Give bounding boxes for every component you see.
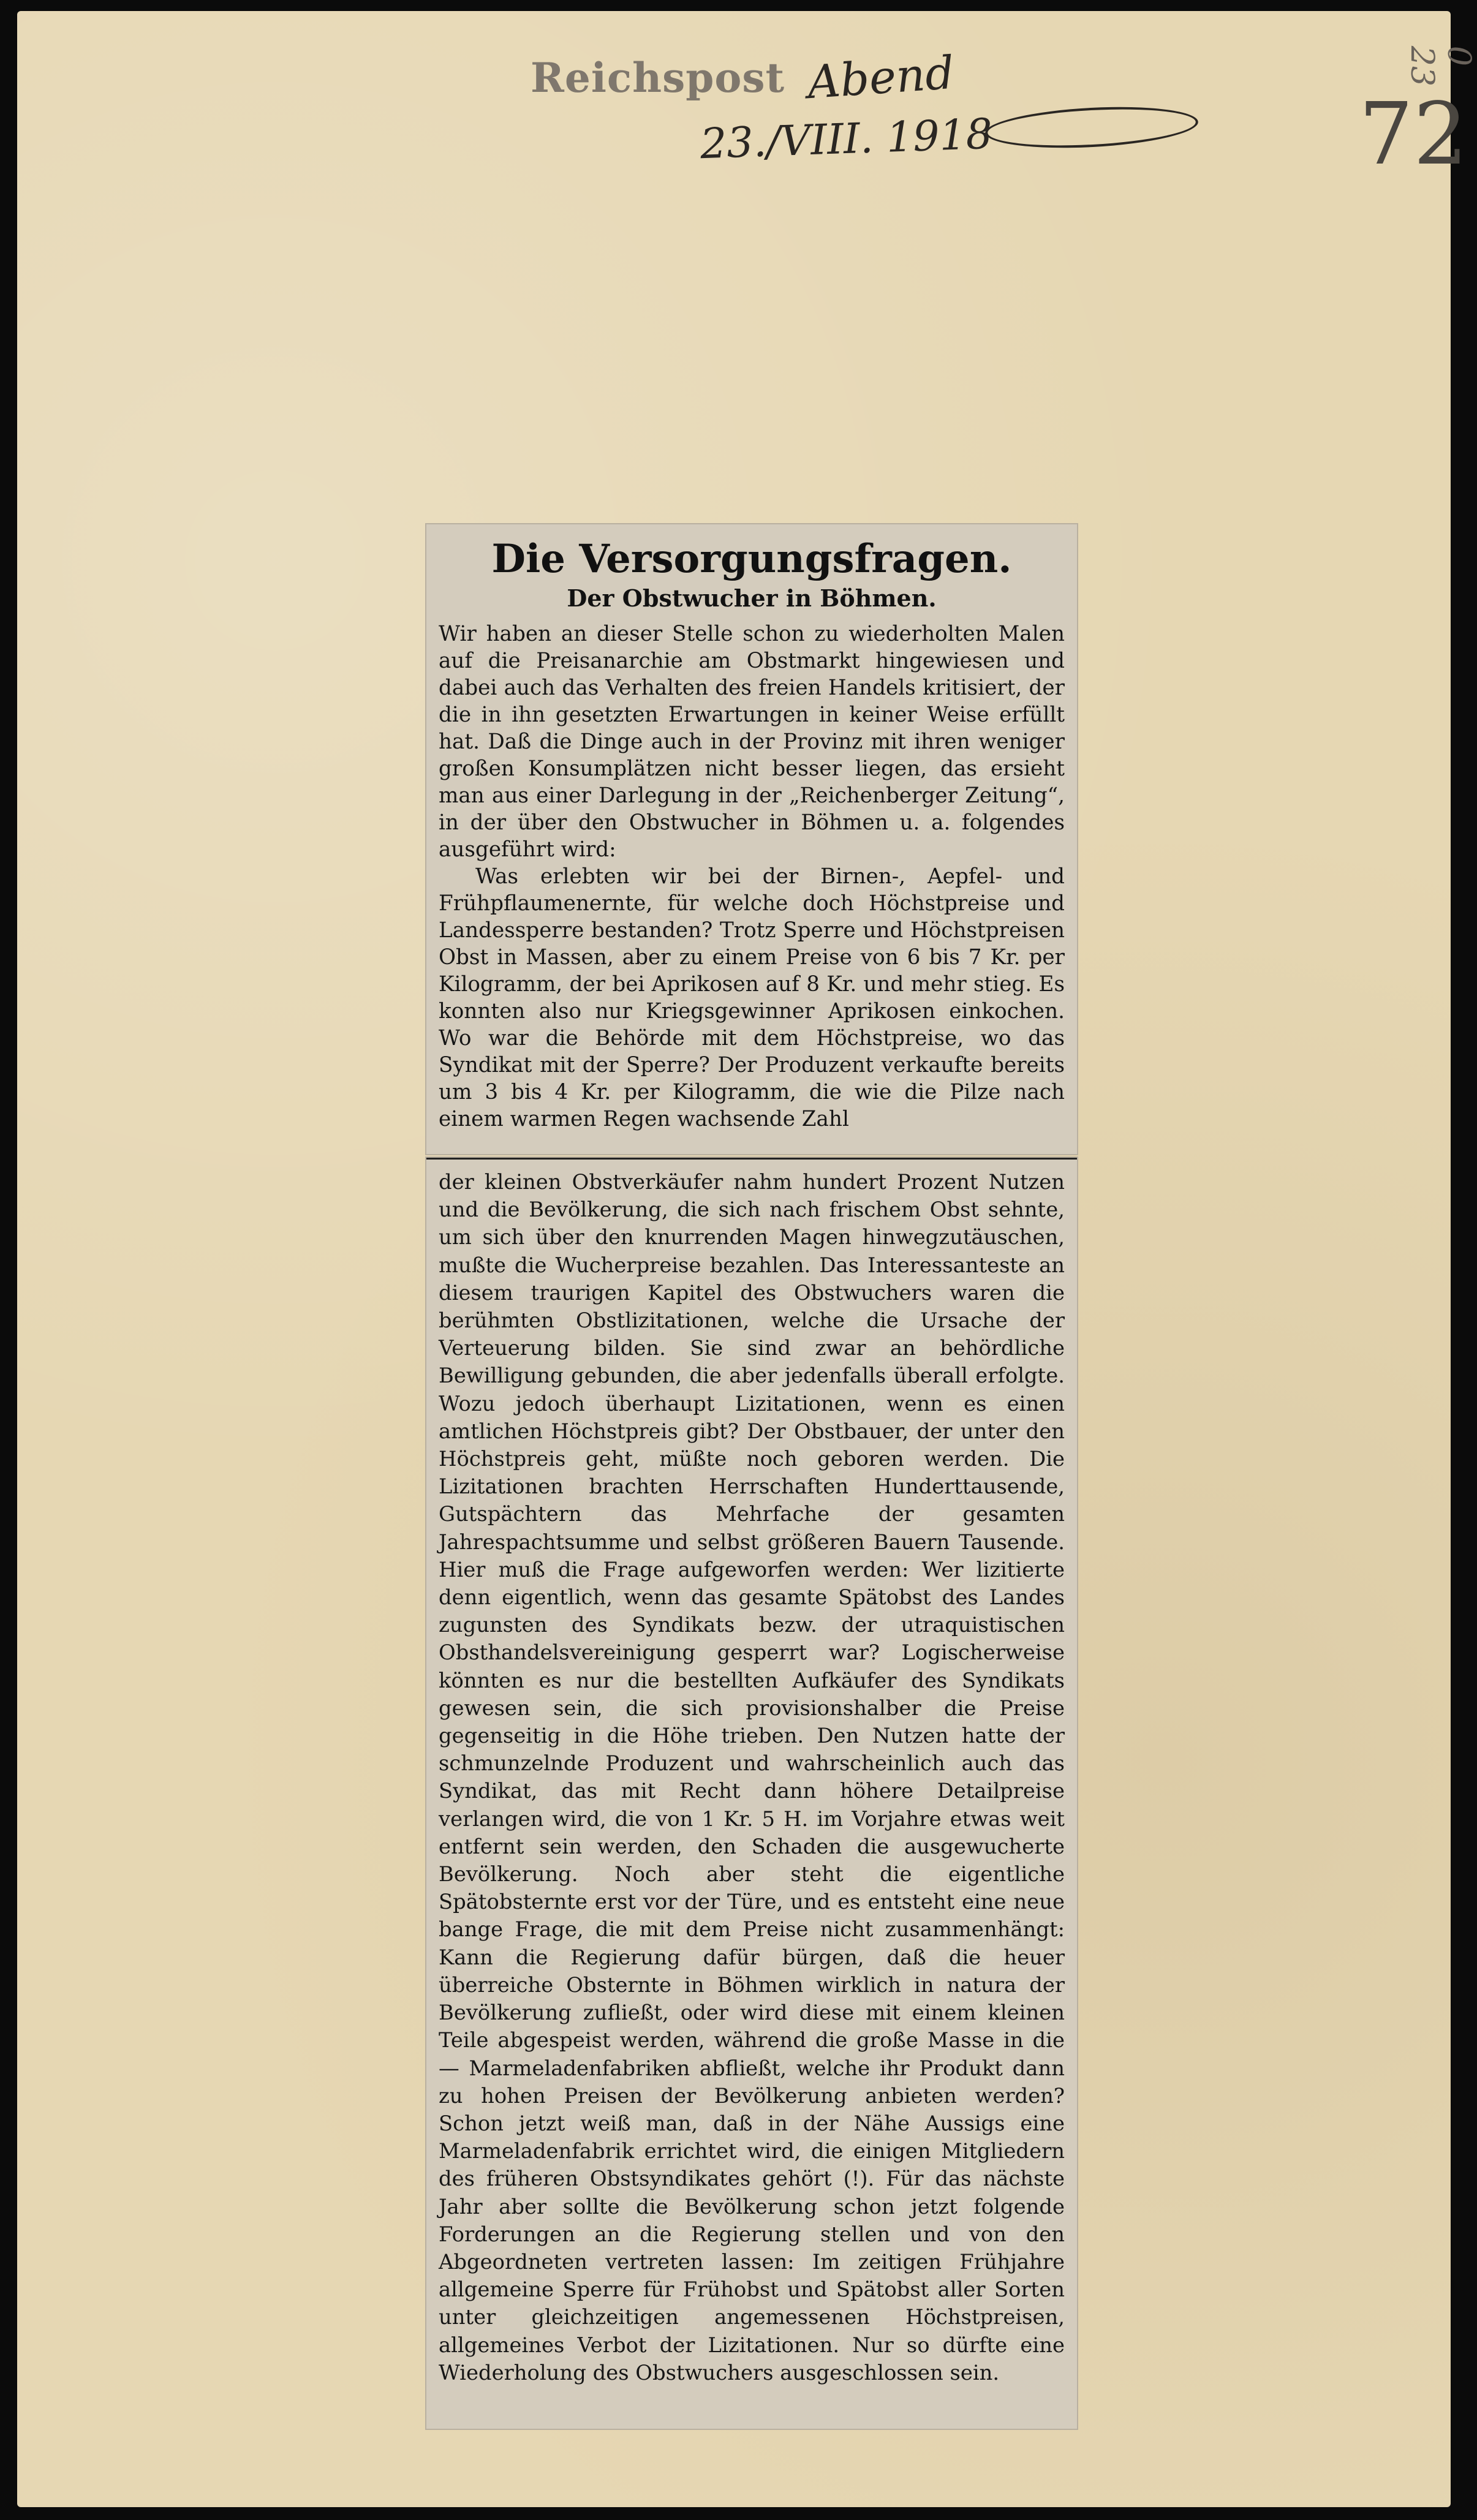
handwritten-edition: Abend [806,46,956,110]
article-intro: Wir haben an dieser Stelle schon zu wiederholten Malen auf die Preisanarchie am Obstmarkt hingewiesen und dabei auch das Verhalten des freien Handels kritisiert, der die in ihn gesetzten Erwartungen in keiner Weise erfüllt hat. Daß die Dinge auch in der Provinz mit ihren weniger großen Konsumplätzen nicht besser liegen, das ersieht man aus einer Darlegung in der „Reichenberger Zeitung“, in der über den Obstwucher in Böhmen u. a. folgendes ausgeführt wird: [439,622,1065,862]
handwritten-flourish [984,102,1199,153]
newspaper-stamp: Reichspost [531,54,785,102]
handwritten-number: 72 [1359,85,1468,184]
article-title: Die Versorgungsfragen. [491,536,1012,582]
corner-number: 0 23 [1403,45,1477,87]
article-subtitle: Der Obstwucher in Böhmen. [567,584,937,613]
handwritten-date: 23./VIII. 1918 [699,110,994,169]
article-quote-part2: der kleinen Obstverkäufer nahm hundert Prozent Nutzen und die Bevölkerung, die sich nach frischem Obst sehnte, um sich über den knurrenden Magen hinwegzutäuschen, mußte die Wucherpreise bezahlen. Das Interessanteste an diesem traurigen Kapitel des Obstwuchers waren die berühmten Obstlizitationen, welche die Ursache der Verteuerung bilden. Sie sind zwar an behördliche Bewilligung gebunden, die aber jedenfalls überall erfolgte. Wozu jedoch überhaupt Lizitationen, wenn es einen amtlichen Höchstpreis gibt? Der Obstbauer, der unter den Höchstpreis geht, müßte noch geboren werden. Die Lizitationen brachten Herrschaften Hunderttausende, Gutspächtern das Mehrfache der gesamten Jahrespachtsumme und selbst größeren Bauern Tausende. Hier muß die Frage aufgeworfen werden: Wer lizitierte denn eigentlich, wenn das gesamte Spätobst des Landes zugunsten des Syndikats bezw. der utraquistischen Obsthandelsvereinigung gesperrt war? Logischerweise könnten es nur die bestellten Aufkäufer des Syndikats gewesen sein, die sich provisionshalber die Preise gegenseitig in die Höhe trieben. Den Nutzen hatte der schmunzelnde Produzent und wahrscheinlich auch das Syndikat, das mit Recht dann höhere Detailpreise verlangen wird, die von 1 Kr. 5 H. im Vorjahre etwas weit entfernt sein werden, den Schaden die ausgewucherte Bevölkerung. Noch aber steht die eigentliche Spätobsternte erst vor der Türe, und es entsteht eine neue bange Frage, die mit dem Preise nicht zusammenhängt: Kann die Regierung dafür bürgen, daß die heuer überreiche Obsternte in Böhmen wirklich in natura der Bevölkerung zufließt, oder wird diese mit einem kleinen Teile abgespeist werden, während die große Masse in die — Marmeladenfabriken abfließt, welche ihr Produkt dann zu hohen Preisen der Bevölkerung anbieten werden? Schon jetzt weiß man, daß in der Nähe Aussigs eine Marmeladenfabrik errichtet wird, die einigen Mitgliedern des früheren Obstsyndikates gehört (!). Für das nächste Jahr aber sollte die Bevölkerung schon jetzt folgende Forderungen an die Regierung stellen und von den Abgeordneten vertreten lassen: Im zeitigen Frühjahre allgemeine Sperre für Frühobst und Spätobst aller Sorten unter gleichzeitigen angemessenen Höchstpreisen, allgemeines Verbot der Lizitationen. Nur so dürfte eine Wiederholung des Obstwuchers ausgeschlossen sein. [439,1170,1065,2385]
newspaper-clipping-bottom [426,1158,1077,2429]
archive-sheet [17,11,1477,2507]
newspaper-clipping-top [426,524,1077,1154]
article-quote-part1: Was erlebten wir bei der Birnen-, Aepfel- und Frühpflaumenernte, für welche doch Höchstpreise und Landessperre bestanden? Trotz Sperre und Höchstpreisen Obst in Massen, aber zu einem Preise von 6 bis 7 Kr. per Kilogramm, der bei Aprikosen auf 8 Kr. und mehr stieg. Es konnten also nur Kriegsgewinner Aprikosen einkochen. Wo war die Behörde mit dem Höchstpreise, wo das Syndikat mit der Sperre? Der Produzent verkaufte bereits um 3 bis 4 Kr. per Kilogramm, die wie die Pilze nach einem warmen Regen wachsende Zahl [439,864,1065,1132]
